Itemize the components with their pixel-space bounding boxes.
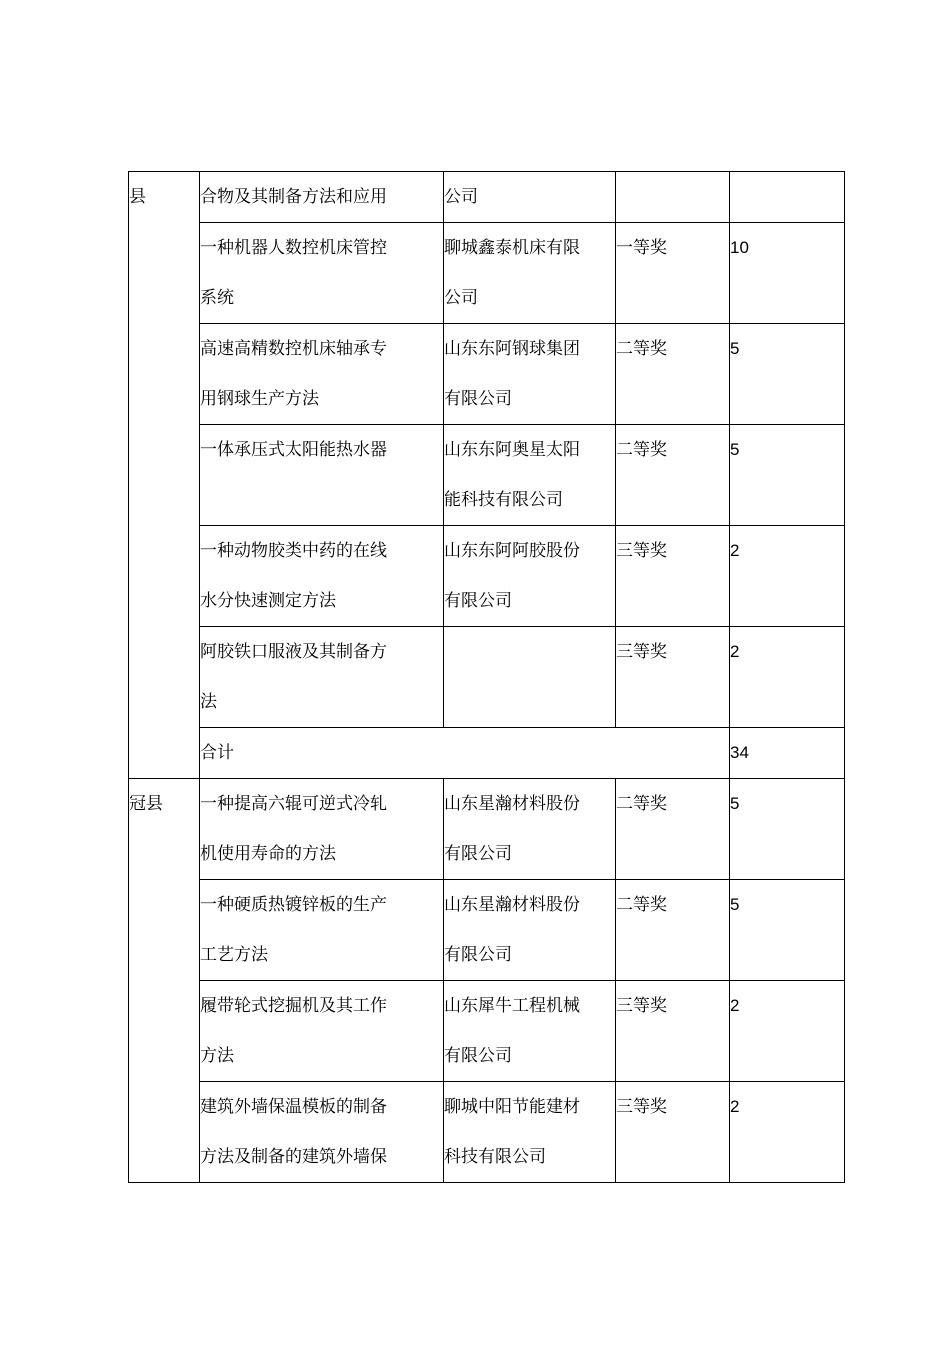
table-row: [129, 779, 845, 880]
amount-cell: 2: [730, 981, 845, 1082]
unit-cell: 公司: [444, 172, 616, 223]
unit-cell: 山东星瀚材料股份 有限公司: [444, 779, 616, 880]
table-row: [129, 425, 845, 526]
project-cell: 高速高精数控机床轴承专 用钢球生产方法: [200, 324, 444, 425]
table-row: [129, 981, 845, 1082]
table-row: [129, 627, 845, 728]
level-cell: 三等奖: [616, 627, 730, 728]
level-cell: 二等奖: [616, 324, 730, 425]
amount-cell: 5: [730, 880, 845, 981]
unit-cell: 山东星瀚材料股份 有限公司: [444, 880, 616, 981]
level-cell: 三等奖: [616, 1082, 730, 1183]
unit-cell: 山东犀牛工程机械 有限公司: [444, 981, 616, 1082]
table-row: [129, 223, 845, 324]
subtotal-row: [129, 728, 845, 779]
project-cell: 合物及其制备方法和应用: [200, 172, 444, 223]
project-cell: 一种机器人数控机床管控 系统: [200, 223, 444, 324]
project-cell: 一种提高六辊可逆式冷轧 机使用寿命的方法: [200, 779, 444, 880]
amount-cell: [730, 172, 845, 223]
table-row: [129, 172, 845, 223]
project-cell: 履带轮式挖掘机及其工作 方法: [200, 981, 444, 1082]
amount-cell: 10: [730, 223, 845, 324]
level-cell: 三等奖: [616, 526, 730, 627]
county-cell: 县: [129, 172, 200, 779]
level-cell: 二等奖: [616, 779, 730, 880]
subtotal-label: 合计: [200, 728, 730, 779]
unit-cell: 山东东阿钢球集团 有限公司: [444, 324, 616, 425]
amount-cell: 2: [730, 1082, 845, 1183]
unit-cell: 山东东阿阿胶股份 有限公司: [444, 526, 616, 627]
amount-cell: 2: [730, 627, 845, 728]
amount-cell: 5: [730, 324, 845, 425]
level-cell: [616, 172, 730, 223]
table-row: [129, 880, 845, 981]
project-cell: 一种动物胶类中药的在线 水分快速测定方法: [200, 526, 444, 627]
county-cell: 冠县: [129, 779, 200, 1183]
unit-cell: 山东东阿奥星太阳 能科技有限公司: [444, 425, 616, 526]
table-row: [129, 1082, 845, 1183]
table-row: [129, 324, 845, 425]
project-cell: 一种硬质热镀锌板的生产 工艺方法: [200, 880, 444, 981]
unit-cell: [444, 627, 616, 728]
amount-cell: 5: [730, 779, 845, 880]
project-cell: 建筑外墙保温模板的制备 方法及制备的建筑外墙保: [200, 1082, 444, 1183]
level-cell: 一等奖: [616, 223, 730, 324]
amount-cell: 2: [730, 526, 845, 627]
unit-cell: 聊城鑫泰机床有限 公司: [444, 223, 616, 324]
level-cell: 三等奖: [616, 981, 730, 1082]
project-cell: 一体承压式太阳能热水器: [200, 425, 444, 526]
table-row: [129, 526, 845, 627]
project-cell: 阿胶铁口服液及其制备方 法: [200, 627, 444, 728]
level-cell: 二等奖: [616, 880, 730, 981]
level-cell: 二等奖: [616, 425, 730, 526]
award-table: [128, 171, 845, 1183]
subtotal-amount: 34: [730, 728, 845, 779]
unit-cell: 聊城中阳节能建材 科技有限公司: [444, 1082, 616, 1183]
amount-cell: 5: [730, 425, 845, 526]
